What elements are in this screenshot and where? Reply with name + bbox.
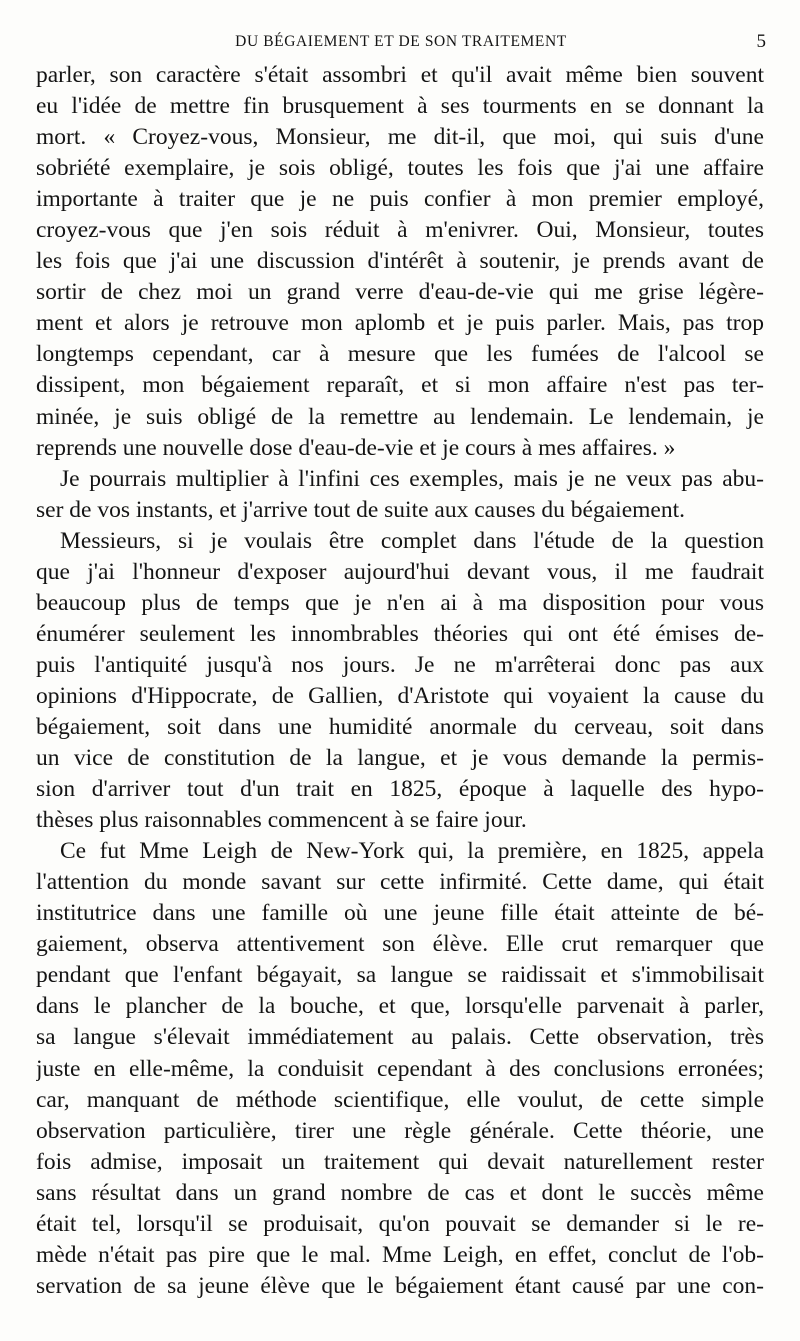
- text-line: mède n'était pas pire que le mal. Mme Leigh, en effet, conclut de l'ob-: [36, 1241, 764, 1268]
- text-line: énumérer seulement les innombrables théories qui ont été émises de-: [36, 620, 764, 647]
- text-line: parler, son caractère s'était assombri et qu'il avait même bien souvent: [36, 62, 764, 88]
- text-line: beaucoup plus de temps que je n'en ai à ma disposition pour vous: [36, 589, 764, 616]
- text-line: gaiement, observa attentivement son élève. Elle crut remarquer que: [36, 931, 764, 958]
- text-line: mort. « Croyez-vous, Monsieur, me dit-il, que moi, qui suis d'une: [36, 124, 764, 151]
- text-line: l'attention du monde savant sur cette infirmité. Cette dame, qui était: [36, 869, 764, 896]
- text-line: les fois que j'ai une discussion d'intérêt à soutenir, je prends avant de: [36, 248, 764, 275]
- text-line: fois admise, imposait un traitement qui devait naturellement rester: [36, 1148, 764, 1175]
- text-line: pendant que l'enfant bégayait, sa langue se raidissait et s'immobilisait: [36, 962, 764, 989]
- text-line: sans résultat dans un grand nombre de cas et dont le succès même: [36, 1179, 764, 1206]
- text-line: sobriété exemplaire, je sois obligé, toutes les fois que j'ai une affaire: [36, 155, 764, 182]
- text-line: était tel, lorsqu'il se produisait, qu'on pouvait se demander si le re-: [36, 1210, 764, 1237]
- text-line: dissipent, mon bégaiement reparaît, et si mon affaire n'est pas ter-: [36, 372, 764, 399]
- text-line: ment et alors je retrouve mon aplomb et je puis parler. Mais, pas trop: [36, 310, 764, 337]
- text-line: observation particulière, tirer une règle générale. Cette théorie, une: [36, 1117, 764, 1144]
- text-line: dans le plancher de la bouche, et que, lorsqu'elle parvenait à parler,: [36, 993, 764, 1020]
- body-text: [36, 60, 764, 1302]
- text-line: sortir de chez moi un grand verre d'eau-de-vie qui me grise légère-: [36, 279, 764, 306]
- text-line: un vice de constitution de la langue, et je vous demande la permis-: [36, 745, 764, 772]
- text-line: thèses plus raisonnables commencent à se faire jour.: [36, 807, 527, 834]
- text-line: bégaiement, soit dans une humidité anormale du cerveau, soit dans: [36, 713, 764, 740]
- text-line: ser de vos instants, et j'arrive tout de suite aux causes du bégaiement.: [36, 496, 685, 523]
- text-line: car, manquant de méthode scientifique, elle voulut, de cette simple: [36, 1086, 764, 1113]
- text-line: longtemps cependant, car à mesure que les fumées de l'alcool se: [36, 341, 764, 368]
- text-line: eu l'idée de mettre fin brusquement à ses tourments en se donnant la: [36, 93, 764, 120]
- running-title: DU BÉGAIEMENT ET DE SON TRAITEMENT: [235, 33, 567, 50]
- text-line: opinions d'Hippocrate, de Gallien, d'Aristote qui voyaient la cause du: [36, 682, 764, 709]
- text-line: Messieurs, si je voulais être complet dans l'étude de la question: [60, 527, 764, 554]
- text-line: croyez-vous que j'en sois réduit à m'enivrer. Oui, Monsieur, toutes: [36, 217, 764, 244]
- text-line: minée, je suis obligé de la remettre au lendemain. Le lendemain, je: [36, 403, 764, 430]
- text-line: juste en elle-même, la conduisit cependant à des conclusions erronées;: [36, 1055, 764, 1082]
- text-line: que j'ai l'honneur d'exposer aujourd'hui devant vous, il me faudrait: [36, 558, 764, 585]
- text-line: sa langue s'élevait immédiatement au palais. Cette observation, très: [36, 1024, 764, 1051]
- text-line: institutrice dans une famille où une jeune fille était atteinte de bé-: [36, 900, 764, 927]
- running-head: [36, 30, 766, 54]
- text-line: reprends une nouvelle dose d'eau-de-vie et je cours à mes affaires. »: [36, 434, 676, 461]
- text-line: importante à traiter que je ne puis confier à mon premier employé,: [36, 186, 764, 213]
- text-line: servation de sa jeune élève que le bégaiement étant causé par une con-: [36, 1272, 764, 1299]
- page-number: 5: [756, 31, 766, 52]
- text-line: Je pourrais multiplier à l'infini ces exemples, mais je ne veux pas abu-: [60, 465, 764, 492]
- text-line: puis l'antiquité jusqu'à nos jours. Je ne m'arrêterai donc pas aux: [36, 651, 764, 678]
- text-line: Ce fut Mme Leigh de New-York qui, la première, en 1825, appela: [60, 838, 764, 865]
- text-line: sion d'arriver tout d'un trait en 1825, époque à laquelle des hypo-: [36, 776, 764, 803]
